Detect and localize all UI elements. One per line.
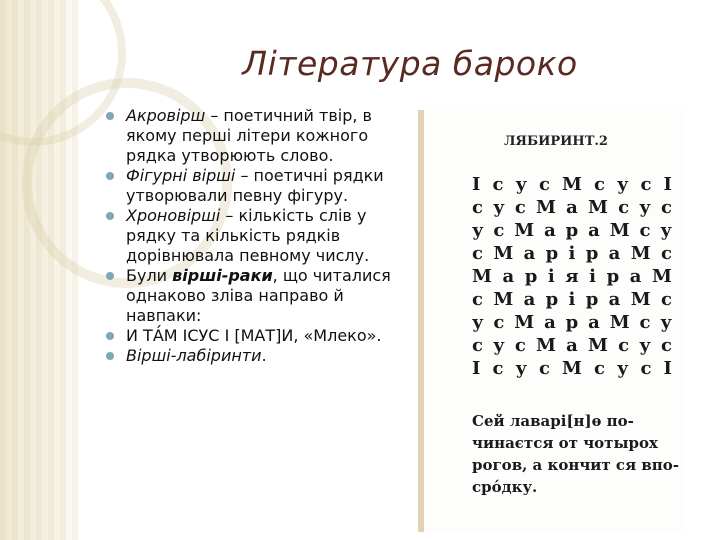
labyrinth-letter: М	[562, 358, 582, 379]
labyrinth-row	[472, 197, 672, 218]
slide-title: Література бароко	[242, 44, 578, 83]
labyrinth-letter: і	[589, 266, 597, 287]
labyrinth-letter: І	[663, 358, 672, 379]
labyrinth-letter: М	[562, 174, 582, 195]
labyrinth-letter: у	[660, 312, 672, 333]
bullet-dot-icon	[106, 332, 114, 340]
labyrinth-letter: і	[547, 266, 555, 287]
bullet-dot-icon	[106, 352, 114, 360]
bullet-list	[106, 106, 406, 366]
bullet-term: Фігурні вірші	[126, 166, 236, 185]
labyrinth-letter: с	[472, 197, 483, 218]
labyrinth-letter: і	[568, 243, 576, 264]
labyrinth-row	[472, 220, 672, 241]
labyrinth-letter: а	[588, 220, 600, 241]
labyrinth-letter: а	[608, 289, 621, 310]
labyrinth-poem-scan	[418, 110, 686, 532]
bullet-dot-icon	[106, 212, 114, 220]
labyrinth-letter: М	[651, 266, 672, 287]
labyrinth-letter: М	[630, 289, 651, 310]
bullet-text: – поетичний твір, в якому перші літери кожного рядка утворюють слово.	[126, 106, 372, 165]
labyrinth-letter: с	[493, 312, 505, 333]
labyrinth-letter: с	[472, 289, 483, 310]
labyrinth-letter: М	[588, 335, 608, 356]
labyrinth-letter: с	[618, 197, 630, 218]
labyrinth-letter: с	[661, 335, 672, 356]
labyrinth-letter: М	[630, 243, 651, 264]
labyrinth-row	[472, 335, 672, 356]
labyrinth-letter: М	[536, 197, 556, 218]
labyrinth-letter: с	[660, 243, 672, 264]
bullet-term: Хроновірші	[126, 206, 221, 225]
labyrinth-letter: с	[593, 358, 605, 379]
bullet-item	[106, 326, 406, 346]
labyrinth-row	[472, 266, 672, 287]
labyrinth-letter: а	[566, 335, 578, 356]
labyrinth-letter: М	[514, 220, 535, 241]
bullet-text: – кількість слів у рядку та кількість рядків дорівнювала певному числу.	[126, 206, 370, 265]
labyrinth-letter: р	[565, 220, 579, 241]
bullet-text: .	[261, 346, 267, 365]
labyrinth-letter: а	[523, 243, 536, 264]
labyrinth-letter: с	[493, 220, 505, 241]
labyrinth-letter: М	[536, 335, 556, 356]
labyrinth-letter: р	[545, 243, 559, 264]
labyrinth-letter: І	[472, 174, 481, 195]
labyrinth-letter: у	[660, 220, 672, 241]
labyrinth-letter: с	[492, 174, 504, 195]
labyrinth-letter: р	[606, 266, 620, 287]
labyrinth-letter: у	[616, 358, 629, 379]
labyrinth-letter: у	[472, 220, 484, 241]
labyrinth-row	[472, 289, 672, 310]
labyrinth-letter: с	[640, 358, 652, 379]
labyrinth-letter: а	[544, 312, 556, 333]
labyrinth-row	[472, 312, 672, 333]
bullet-item	[106, 266, 406, 326]
labyrinth-letter: с	[660, 289, 672, 310]
labyrinth-letter: с	[618, 335, 630, 356]
labyrinth-letter: а	[523, 289, 536, 310]
bullet-term: Акровірш	[126, 106, 206, 125]
labyrinth-letter: р	[585, 243, 599, 264]
bullet-text: – поетичні рядки утворювали певну фігуру.	[126, 166, 384, 205]
labyrinth-letter: а	[629, 266, 642, 287]
labyrinth-letter: у	[639, 197, 651, 218]
bullet-text: , що читалися однаково зліва направо й навпаки:	[126, 266, 391, 325]
bullet-item	[106, 206, 406, 266]
bullet-item	[106, 106, 406, 166]
labyrinth-letter: с	[472, 243, 483, 264]
labyrinth-letter: у	[616, 174, 629, 195]
labyrinth-footer-text: Сей лаварі[н]ѳ по-чинаєтся от чотырох рогов, а кончит ся впо-срόдку.	[472, 412, 680, 496]
labyrinth-letter: с	[514, 335, 526, 356]
labyrinth-letter: у	[515, 358, 527, 379]
labyrinth-letter: а	[502, 266, 515, 287]
labyrinth-letter: я	[565, 266, 579, 287]
labyrinth-letter: р	[545, 289, 559, 310]
labyrinth-letter: с	[539, 174, 550, 195]
bullet-dot-icon	[106, 172, 114, 180]
labyrinth-letter: І	[663, 174, 672, 195]
bullet-term: вірші-раки	[172, 266, 273, 285]
labyrinth-letter: у	[472, 312, 484, 333]
bullet-prefix: Були	[126, 266, 173, 285]
bullet-term: Вірші-лабіринти	[126, 346, 262, 365]
labyrinth-letter: а	[544, 220, 556, 241]
bullet-item	[106, 166, 406, 206]
labyrinth-letter: М	[609, 312, 630, 333]
bullet-dot-icon	[106, 272, 114, 280]
labyrinth-letter: с	[661, 197, 672, 218]
labyrinth-letter: р	[585, 289, 599, 310]
labyrinth-letter: М	[493, 289, 514, 310]
labyrinth-letter: у	[493, 197, 505, 218]
labyrinth-letter: с	[639, 312, 651, 333]
labyrinth-letter: с	[492, 358, 504, 379]
labyrinth-letter: р	[565, 312, 579, 333]
labyrinth-letter: і	[568, 289, 576, 310]
labyrinth-letter: М	[514, 312, 535, 333]
labyrinth-letter: с	[639, 220, 651, 241]
labyrinth-letter: М	[588, 197, 608, 218]
labyrinth-letter: с	[539, 358, 550, 379]
labyrinth-heading: ЛЯБИРИНТ.2	[504, 134, 608, 149]
labyrinth-letter: а	[608, 243, 621, 264]
labyrinth-letter: а	[566, 197, 578, 218]
labyrinth-letter: І	[472, 358, 481, 379]
labyrinth-letter: а	[588, 312, 600, 333]
labyrinth-letter: р	[524, 266, 538, 287]
labyrinth-letter: с	[593, 174, 605, 195]
labyrinth-letter: у	[515, 174, 527, 195]
labyrinth-row	[472, 358, 672, 379]
labyrinth-letter: с	[472, 335, 483, 356]
bullet-text: И ТА́М ІСУС І [МАТ]И, «Млеко».	[126, 326, 382, 345]
labyrinth-letter: у	[493, 335, 505, 356]
labyrinth-row	[472, 243, 672, 264]
bullet-item	[106, 346, 406, 366]
labyrinth-letter: с	[640, 174, 652, 195]
labyrinth-letter: с	[514, 197, 526, 218]
labyrinth-letter: М	[472, 266, 492, 287]
labyrinth-letter: М	[609, 220, 630, 241]
labyrinth-letter: М	[493, 243, 514, 264]
labyrinth-row	[472, 174, 672, 195]
bullet-dot-icon	[106, 112, 114, 120]
labyrinth-letter: у	[639, 335, 651, 356]
